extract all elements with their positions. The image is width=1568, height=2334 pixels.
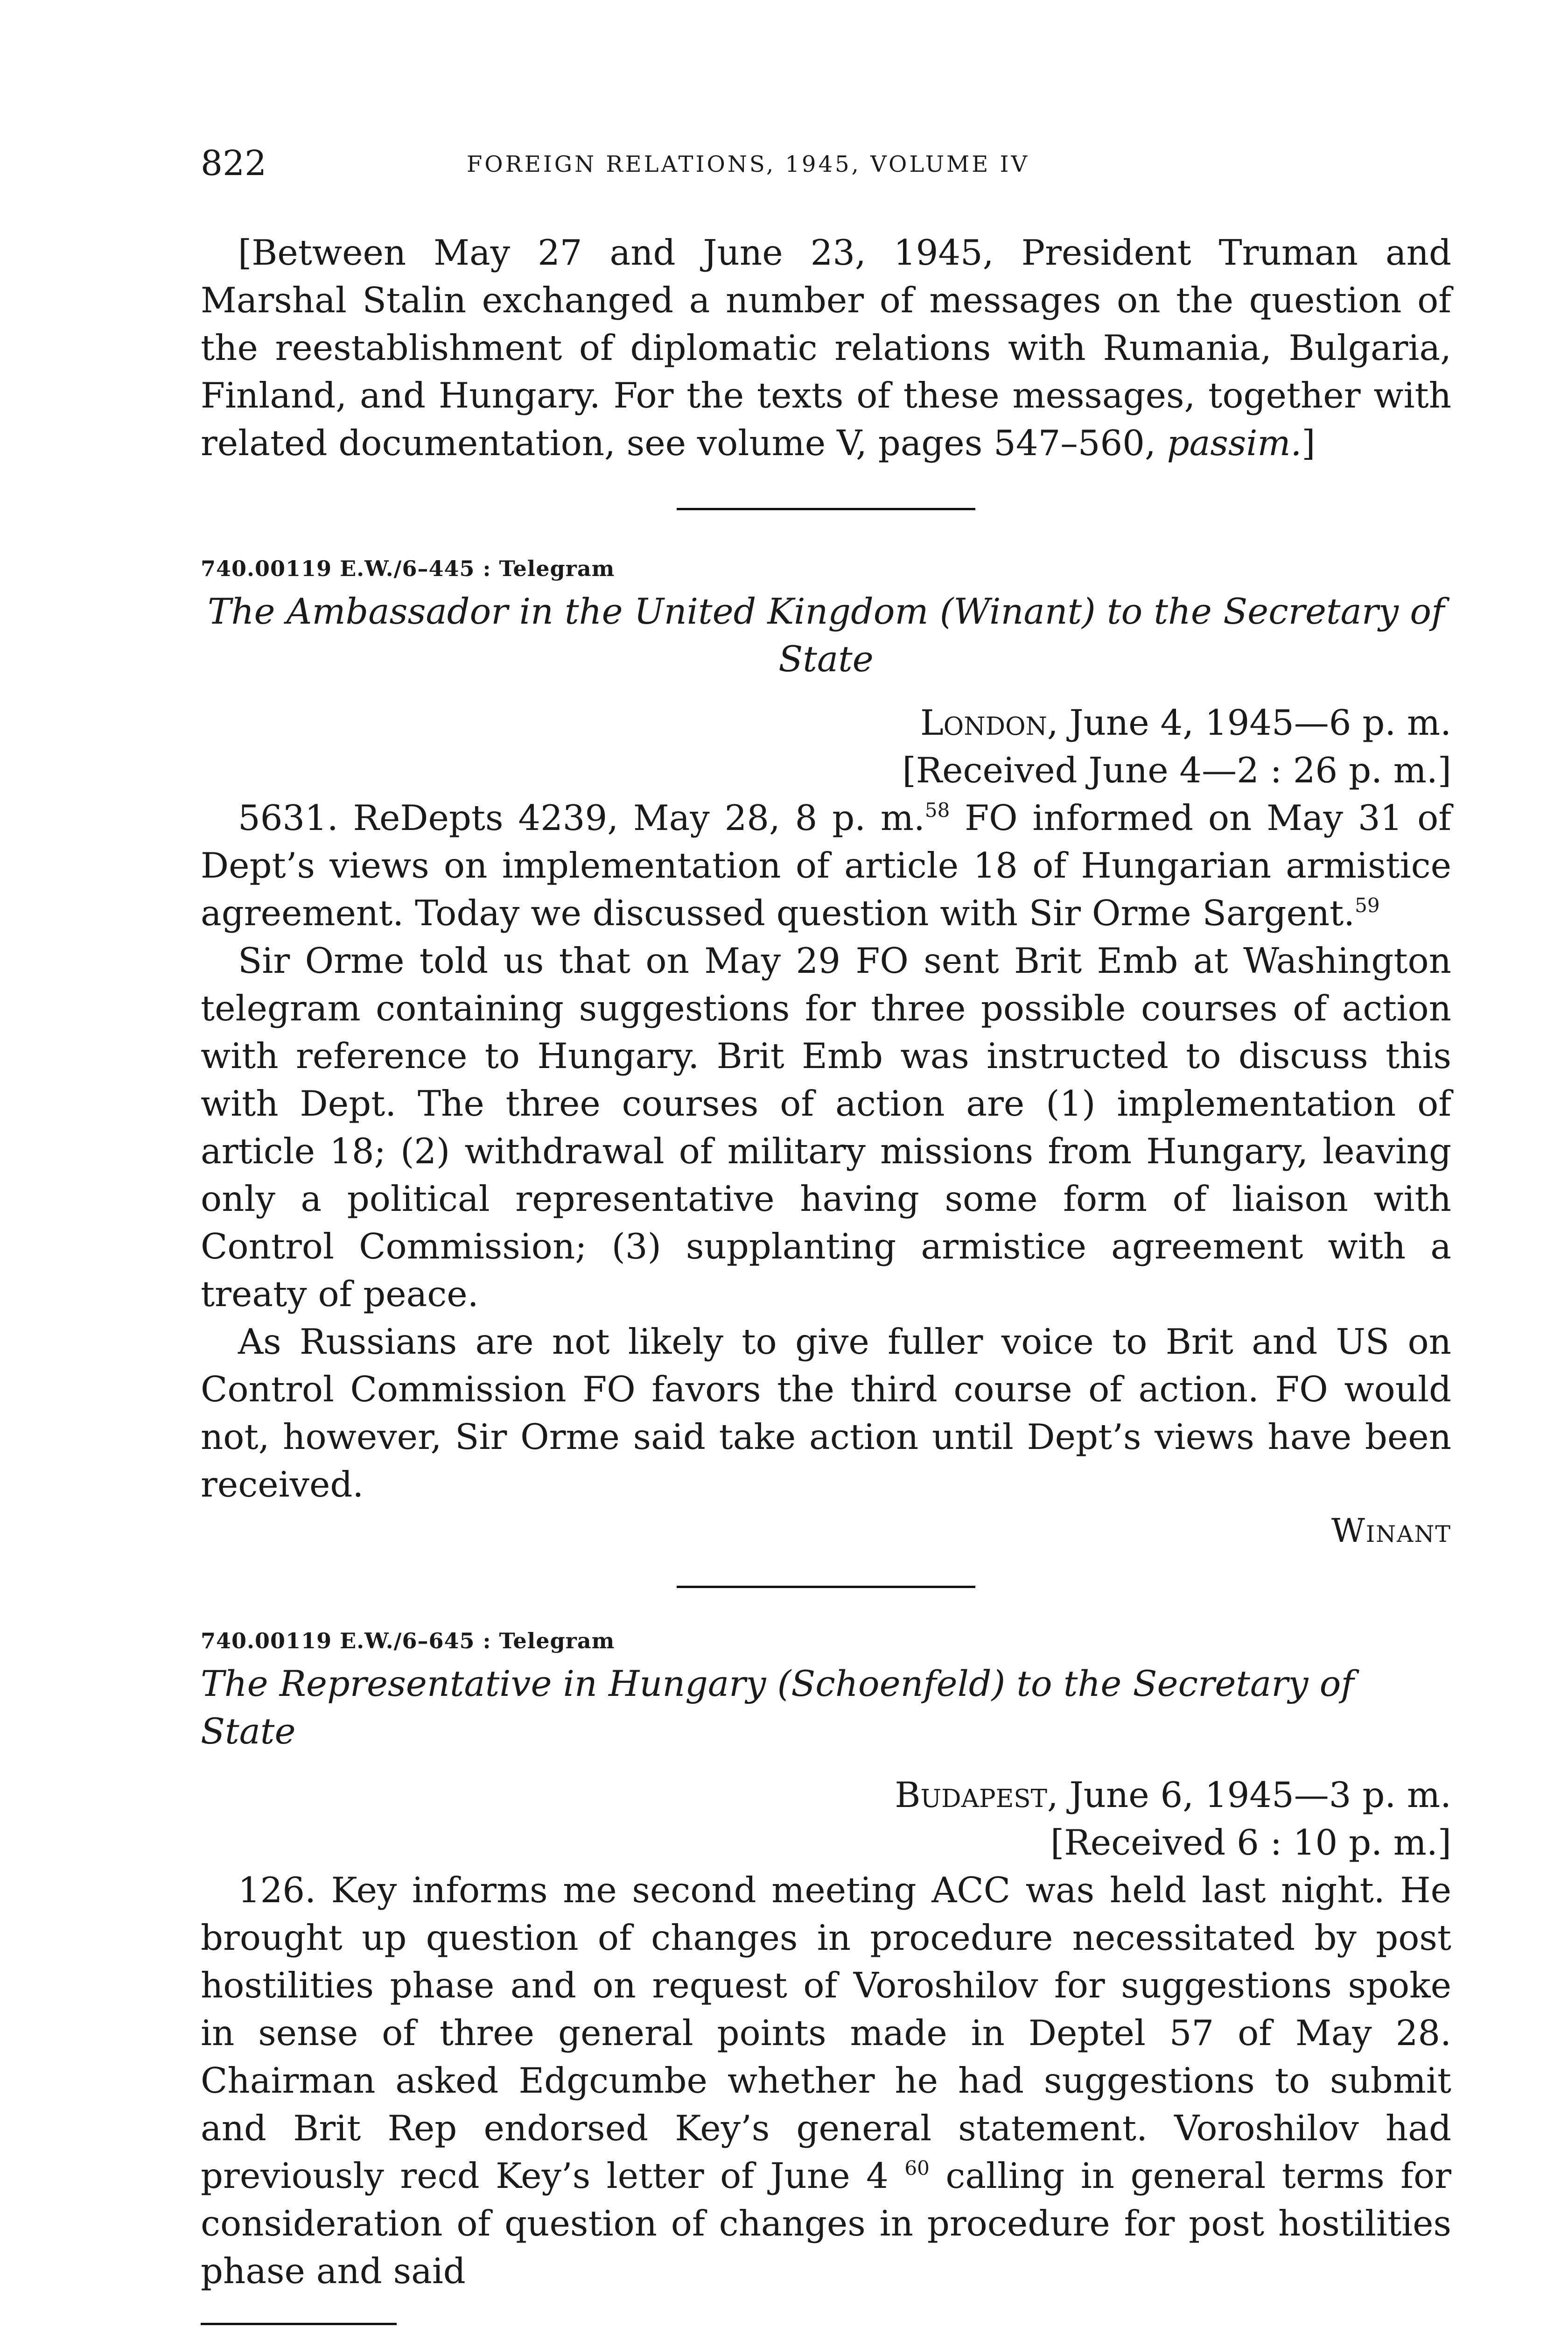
file-reference: 740.00119 E.W./6–645 : Telegram xyxy=(201,1628,615,1653)
dateline xyxy=(201,699,1451,746)
body-paragraph xyxy=(201,1866,1451,2295)
paragraph-text: As Russians are not likely to give fuller voice to Brit and US on Control Commission FO favors the third course of action. FO would not, however, Sir Orme said take action until Dept’s views have been received. xyxy=(201,1321,1451,1505)
dateline-date: June 6, 1945—3 p. m. xyxy=(1058,1774,1451,1815)
dateline-date: June 4, 1945—6 p. m. xyxy=(1058,702,1451,743)
footnote-ref: 60 xyxy=(904,2157,930,2179)
body-paragraph xyxy=(201,937,1451,1318)
body-paragraph xyxy=(201,1318,1451,1508)
editorial-note-close: ] xyxy=(1302,422,1316,464)
paragraph-text: Sir Orme told us that on May 29 FO sent Brit Emb at Washington telegram containing suggestions for three possible courses of action with reference to Hungary. Brit Emb was instructed to discuss this with Dept. The three courses of action are (1) implementation of article 18; (2) withdrawal of military missions from Hungary, leaving only a political representative having some form of liaison with Control Commission; (3) supplanting armistice agreement with a treaty of peace. xyxy=(201,940,1451,1315)
body-paragraph xyxy=(201,794,1451,937)
document-page xyxy=(201,140,1451,2334)
dateline-place: London, xyxy=(920,702,1058,743)
received-note: [Received 6 : 10 p. m.] xyxy=(1050,1822,1451,1863)
editorial-note-italic: passim. xyxy=(1167,422,1302,464)
footnote-ref: 59 xyxy=(1355,894,1380,917)
dateline xyxy=(201,1771,1451,1819)
editorial-note-text: [Between May 27 and June 23, 1945, President Truman and Marshal Stalin exchanged a number of messages on the question of the reestablishment of diplomatic relations with Rumania, Bulgaria, Finland, and Hungary. For the texts of these messages, together with related documentation, see volume V, pages 547–560, xyxy=(201,232,1451,464)
section-divider xyxy=(677,508,975,510)
paragraph-text: 5631. ReDepts 4239, May 28, 8 p. m. xyxy=(238,797,925,838)
editorial-note xyxy=(201,229,1451,467)
telegram-schoenfeld xyxy=(201,1625,1451,2295)
running-head xyxy=(201,140,1451,191)
document-title: The Representative in Hungary (Schoenfeld) to the Secretary of State xyxy=(201,1663,1354,1752)
paragraph-text: calling in general terms for consideration of question of changes in procedure for post hostilities phase and said xyxy=(201,2155,1452,2292)
file-reference: 740.00119 E.W./6–445 : Telegram xyxy=(201,556,615,581)
page-number: 822 xyxy=(201,143,267,183)
footnote-ref: 58 xyxy=(924,799,950,822)
received-note: [Received June 4—2 : 26 p. m.] xyxy=(902,750,1451,791)
document-title: The Ambassador in the United Kingdom (Winant) to the Secretary of State xyxy=(207,591,1445,680)
paragraph-text: FO informed on May 31 of Dept’s views on implementation of article 18 of Hungarian armistice agreement. Today we discussed question with Sir Orme Sargent. xyxy=(201,797,1451,934)
signature: Winant xyxy=(1331,1511,1451,1550)
telegram-winant xyxy=(201,553,1451,1553)
footnote-divider xyxy=(201,2323,397,2325)
running-title: FOREIGN RELATIONS, 1945, VOLUME IV xyxy=(467,151,1030,177)
section-divider xyxy=(677,1586,975,1588)
paragraph-text: 126. Key informs me second meeting ACC was held last night. He brought up question of changes in procedure necessitated by post hostilities phase and on request of Voroshilov for suggestions spoke in sense of three general points made in Deptel 57 of May 28. Chairman asked Edgcumbe whether he had suggestions to submit and Brit Rep endorsed Key’s general statement. Voroshilov had previously recd Key’s letter of June 4 xyxy=(201,1870,1451,2196)
dateline-place: Budapest, xyxy=(895,1774,1058,1815)
